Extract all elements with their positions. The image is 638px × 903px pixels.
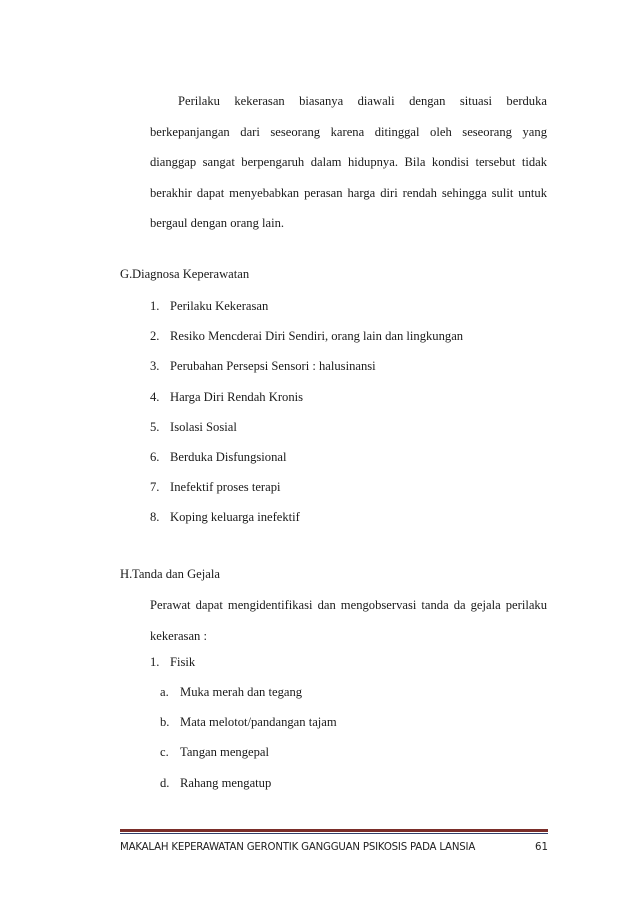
item-letter: c. xyxy=(160,745,169,760)
item-number: 2. xyxy=(150,329,160,344)
list-item xyxy=(150,509,463,539)
item-letter: a. xyxy=(160,685,169,699)
section-h-heading xyxy=(120,566,220,582)
footer-rule-thin xyxy=(120,833,548,834)
section-letter: G. xyxy=(120,267,133,281)
item-text: Perilaku Kekerasan xyxy=(170,299,269,313)
section-g-heading xyxy=(120,266,249,282)
list-item xyxy=(150,328,463,358)
paragraph-line: Perilaku kekerasan biasanya diawali dengan situasi berduka xyxy=(178,94,547,108)
paragraph-line: kekerasan : xyxy=(150,628,207,643)
item-text: Muka merah dan tegang xyxy=(180,685,303,699)
sub-list-item xyxy=(160,684,337,714)
item-text: Inefektif proses terapi xyxy=(170,480,281,495)
item-number: 8. xyxy=(150,510,160,525)
list-item xyxy=(150,419,463,449)
item-letter: d. xyxy=(160,775,170,790)
item-text: Mata melotot/pandangan tajam xyxy=(180,715,337,730)
list-item xyxy=(150,654,195,684)
signs-list xyxy=(150,654,195,684)
item-text: Isolasi Sosial xyxy=(170,419,237,434)
paragraph-line: dianggap sangat berpengaruh dalam hidupnya. Bila kondisi tersebut tidak xyxy=(150,155,547,169)
section-title: Diagnosa Keperawatan xyxy=(132,267,250,281)
footer-title: MAKALAH KEPERAWATAN GERONTIK GANGGUAN PSIKOSIS PADA LANSIA xyxy=(120,842,476,853)
paragraph-line: bergaul dengan orang lain. xyxy=(150,216,285,230)
item-number: 5. xyxy=(150,419,160,434)
item-letter: b. xyxy=(160,715,170,730)
item-number: 3. xyxy=(150,359,160,374)
item-number: 1. xyxy=(150,299,160,313)
item-number: 6. xyxy=(150,449,160,464)
list-item xyxy=(150,479,463,509)
item-text: Koping keluarga inefektif xyxy=(170,510,300,525)
intro-paragraph xyxy=(150,86,547,239)
page-number: 61 xyxy=(535,842,548,853)
item-text: Harga Diri Rendah Kronis xyxy=(170,389,304,404)
item-number: 7. xyxy=(150,480,160,495)
sub-list-item xyxy=(160,714,337,744)
section-title: Tanda dan Gejala xyxy=(132,567,220,581)
footer-rule-thick xyxy=(120,829,548,832)
item-text: Fisik xyxy=(170,655,196,669)
paragraph-line: berakhir dapat menyebabkan perasan harga diri rendah sehingga sulit untuk xyxy=(150,185,547,200)
section-letter: H. xyxy=(120,567,133,581)
diagnosis-list xyxy=(150,298,463,540)
signs-intro-paragraph xyxy=(150,590,547,651)
physical-signs-sublist xyxy=(160,684,337,805)
item-text: Perubahan Persepsi Sensori : halusinansi xyxy=(170,359,376,374)
list-item xyxy=(150,449,463,479)
list-item xyxy=(150,358,463,388)
item-number: 4. xyxy=(150,389,160,404)
list-item xyxy=(150,298,463,328)
item-number: 1. xyxy=(150,655,160,669)
item-text: Resiko Mencderai Diri Sendiri, orang lain dan lingkungan xyxy=(170,329,464,344)
list-item xyxy=(150,389,463,419)
sub-list-item xyxy=(160,744,337,774)
item-text: Berduka Disfungsional xyxy=(170,449,287,464)
paragraph-line: berkepanjangan dari seseorang karena ditinggal oleh seseorang yang xyxy=(150,124,547,139)
sub-list-item xyxy=(160,775,337,805)
item-text: Rahang mengatup xyxy=(180,775,272,790)
paragraph-line: Perawat dapat mengidentifikasi dan mengobservasi tanda da gejala perilaku xyxy=(150,598,547,612)
item-text: Tangan mengepal xyxy=(180,745,269,760)
